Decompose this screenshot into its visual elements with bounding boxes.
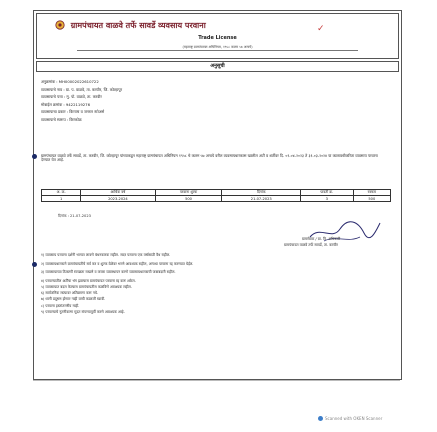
bullet-icon	[32, 154, 37, 159]
table-cell: 2023-2024	[81, 196, 155, 202]
table-header-cell: अ. क्र.	[42, 190, 81, 196]
table-header-cell: रक्कम	[353, 190, 390, 196]
emblem-icon	[55, 20, 65, 30]
field-business-name: व्यवसायाचे नाव : ग्रा. प. वाळवे, ता. करवीर, जि. कोल्हापूर	[41, 86, 123, 92]
bullet-icon	[32, 262, 37, 267]
list-item	[41, 285, 386, 290]
table-cell: 1	[42, 196, 81, 202]
list-item	[41, 262, 386, 267]
list-item	[41, 291, 386, 296]
term-text: ३) व्यवसायाच्या ठिकाणी स्वच्छता राखणे व कचरा व्यवस्थापन करणे व्यवसायधारकाची जबाबदारी राहील.	[41, 270, 176, 275]
term-text: १) व्यवसाय परवाना दर्शनी भागात लावणे बंधनकारक राहील. सदर परवाना एक वर्षासाठी वैध राहील.	[41, 253, 171, 257]
page-title	[55, 20, 206, 31]
term-text: २) व्यवसायधारकाने ग्रामपंचायतीचे सर्व कर व शुल्क वेळेवर भरणे आवश्यक राहील, अन्यथा परवाना रद्द करण्यात येईल.	[41, 261, 194, 266]
footer-divider	[33, 380, 400, 381]
table-header-cell: दिनांक	[222, 190, 301, 196]
term-text: ५) व्यवसायात बदल केल्यास ग्रामपंचायतीस कळविणे आवश्यक राहील.	[41, 284, 132, 289]
check-mark-icon: ✓	[317, 24, 325, 34]
notice-body: ग्रामपंचायत वाळवे तर्फे सावर्डे, ता. करवीर, जि. कोल्हापूर यांच्याकडून महाराष्ट्र ग्रामपंचायत अधिनियम १९५८ चे कलम ५७ अन्वये वरील व्यवसायधारकास खालील अटी व शर्तीवर दि. ०१-०४-२०२३ ते ३१-०३-२०२४ या कालावधीकरिता व्यवसाय परवाना देण्यात येत आहे.	[41, 153, 378, 163]
list-item	[41, 310, 386, 315]
table-cell: 500	[353, 196, 390, 202]
list-item	[41, 297, 386, 302]
field-mobile: मोबाईल क्रमांक : 9422119276	[41, 101, 90, 107]
field-business-nature: व्यवसायाचे स्वरूप : किरकोळ	[41, 116, 82, 122]
scanner-label: Scanned with OKEN Scanner	[325, 416, 383, 421]
signatory-role: ग्रामपंचायत वाळवे तर्फे सावर्डे, ता. करवीर	[284, 243, 338, 247]
issue-date: दिनांक : 21-07-2023	[58, 214, 91, 218]
subtitle: Trade License	[198, 35, 237, 41]
field-list	[41, 78, 391, 124]
list-item	[41, 304, 386, 309]
field-business-type: व्यवसायाचा प्रकार : किराणा व जनरल स्टोअर्स	[41, 109, 105, 115]
table-cell: 3	[301, 196, 354, 202]
list-item	[41, 253, 386, 258]
term-text: ८) परवाना हस्तांतरणीय नाही.	[41, 303, 80, 308]
term-text: ९) परवान्याचे नूतनीकरण मुदत संपण्यापूर्वी करणे आवश्यक आहे.	[41, 309, 125, 314]
field-serial: अनुक्रमांक : MH00002022610722	[41, 79, 99, 84]
table-cell: 500	[155, 196, 222, 202]
table-header-cell: आर्थिक वर्ष	[81, 190, 155, 196]
scanner-logo-icon	[318, 416, 323, 421]
divider	[77, 50, 358, 51]
term-text: ७) ध्वनी प्रदूषण होणार नाही याची काळजी घ्यावी.	[41, 297, 106, 302]
table-cell: 21-07-2023	[222, 196, 301, 202]
table-row	[42, 196, 391, 202]
term-text: ४) परवान्यातील अटींचा भंग झाल्यास ग्रामपंचायत परवाना रद्द करू शकेल.	[41, 278, 136, 283]
terms-list	[41, 253, 386, 316]
license-sheet	[33, 10, 402, 380]
signatory-name: ग्रामसेवक / ग्रा. वि. अधिकारी	[302, 237, 341, 241]
list-item	[41, 270, 386, 275]
term-text: ६) सार्वजनिक रस्त्यावर अतिक्रमण करू नये.	[41, 291, 99, 296]
list-item	[41, 279, 386, 284]
notice-text	[41, 154, 386, 163]
header	[36, 13, 399, 59]
field-address: व्यवसायाचे पत्ता : मु. पो. वाळवे, ता. करवीर	[41, 94, 102, 100]
address: (महाराष्ट्र ग्रामपंचायत अधिनियम, १९५८ कलम ५७ अन्वये)	[182, 45, 253, 49]
table-header-cell: परवाना शुल्क	[155, 190, 222, 196]
title-text: ग्रामपंचायत वाळवे तर्फे सावर्डे व्यवसाय परवाना	[70, 21, 206, 30]
scanner-watermark	[318, 416, 382, 421]
table-header-cell: पावती क्र.	[301, 190, 354, 196]
document-type: अनुसूची	[36, 61, 399, 72]
fee-table	[41, 189, 391, 202]
